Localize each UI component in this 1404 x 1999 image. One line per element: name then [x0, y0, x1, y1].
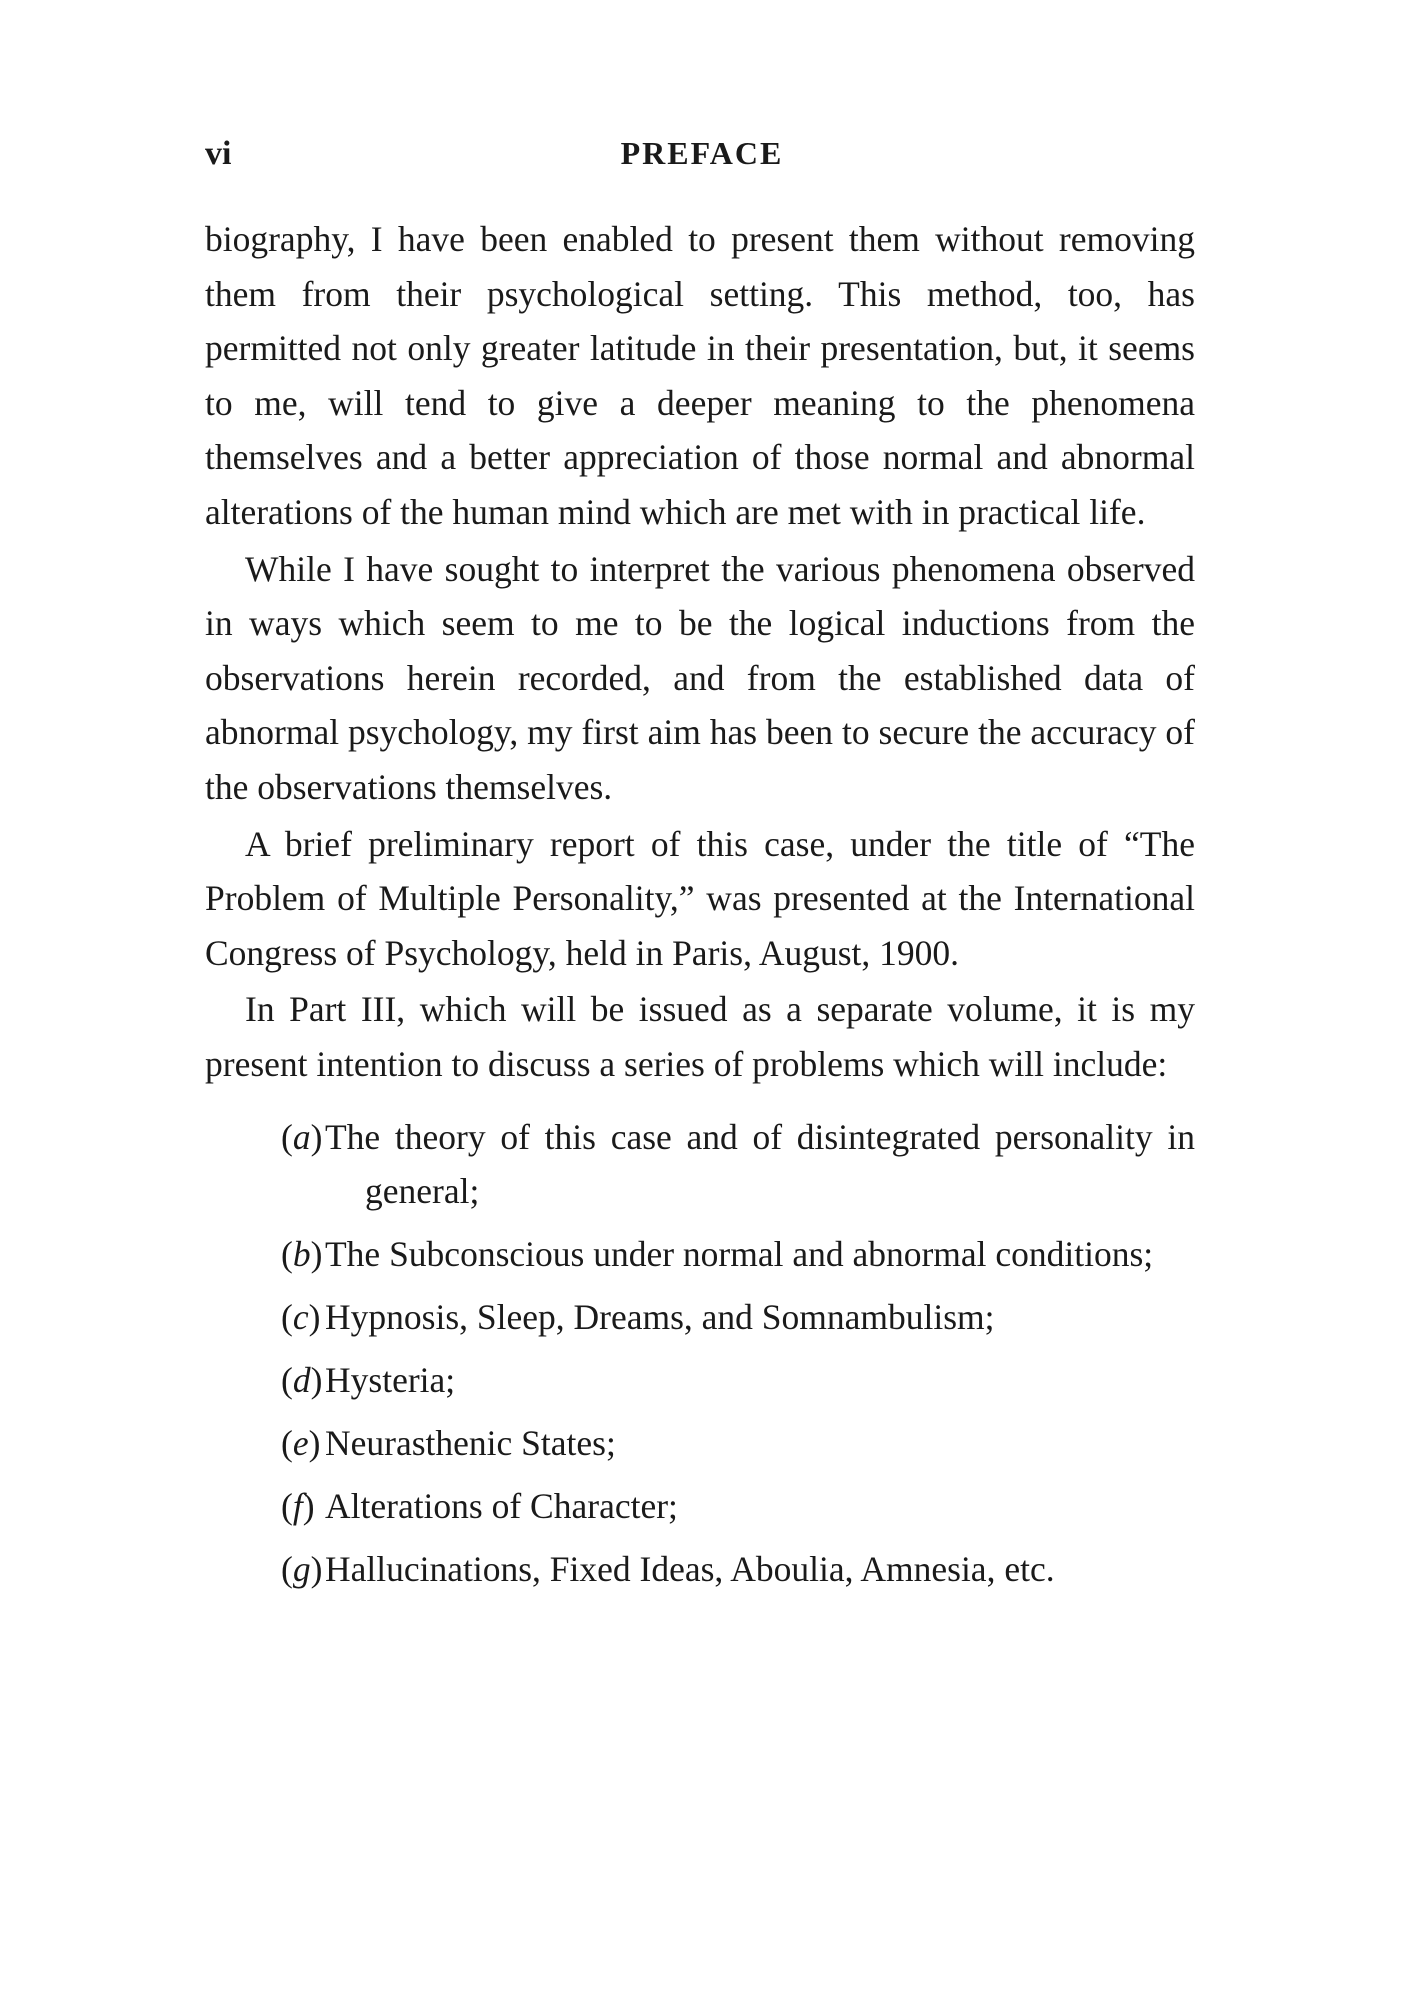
- paragraph-part-three: In Part III, which will be issued as a separate volume, it is my present intention to discuss a series of problems which will include:: [205, 989, 1195, 1084]
- list-item-text: The theory of this case and of disintegrated personality in general;: [325, 1116, 1195, 1211]
- running-head: [205, 135, 1199, 181]
- running-title: PREFACE: [620, 135, 784, 171]
- list-item-text: The Subconscious under normal and abnormal conditions;: [325, 1233, 1154, 1274]
- list-item: [205, 1542, 1195, 1596]
- list-item-text: Hallucinations, Fixed Ideas, Aboulia, Amnesia, etc.: [325, 1548, 1055, 1589]
- list-item: [205, 1479, 1195, 1533]
- body-text: [205, 212, 1195, 1605]
- topic-list: [205, 1110, 1195, 1596]
- list-item: [205, 1416, 1195, 1470]
- list-item-text: Alterations of Character;: [325, 1485, 678, 1526]
- list-marker: (a): [281, 1116, 323, 1157]
- paragraph-preliminary-report: A brief preliminary report of this case, under the title of “The Problem of Multiple Personality,” was presented at the International Congress of Psychology, held in Paris, August, 1900.: [205, 823, 1195, 973]
- list-item-text: Hysteria;: [325, 1359, 456, 1400]
- paragraph-continuation: biography, I have been enabled to present them without removing them from their psychological setting. This method, too, has permitted not only greater latitude in their presentation, but, it seems to me, will tend to give a deeper meaning to the phenomena themselves and a better appreciation of those normal and abnormal alterations of the human mind which are met with in practical life.: [205, 219, 1195, 532]
- list-marker: (g): [281, 1548, 323, 1589]
- list-item: [205, 1227, 1195, 1281]
- list-item-text: Neurasthenic States;: [325, 1422, 616, 1463]
- list-item: [205, 1353, 1195, 1407]
- paragraph-interpretation: While I have sought to interpret the various phenomena observed in ways which seem to me to be the logical inductions from the observations herein recorded, and from the established data of abnormal psychology, my first aim has been to secure the accuracy of the observations themselves.: [205, 548, 1195, 807]
- list-marker: (b): [281, 1233, 323, 1274]
- list-marker: (d): [281, 1359, 323, 1400]
- list-marker: (f): [281, 1485, 315, 1526]
- page-number: vi: [205, 135, 232, 172]
- list-marker: (e): [281, 1422, 321, 1463]
- list-item: [205, 1290, 1195, 1344]
- list-marker: (c): [281, 1296, 321, 1337]
- list-item: [205, 1110, 1195, 1218]
- list-item-text: Hypnosis, Sleep, Dreams, and Somnambulism;: [325, 1296, 995, 1337]
